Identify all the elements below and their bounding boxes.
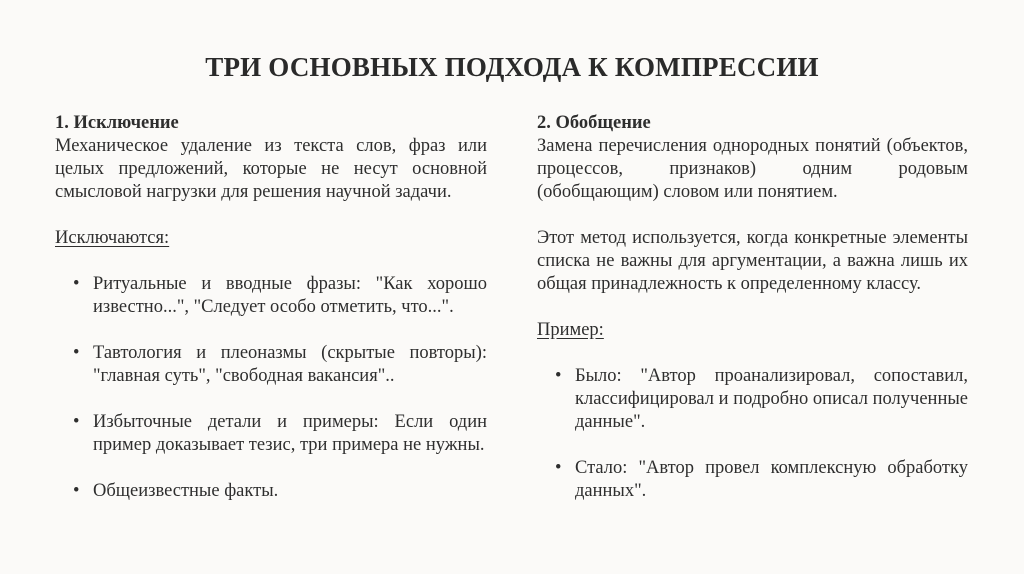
exclusion-description: Механическое удаление из текста слов, фраз или целых предложений, которые не несут основной смысловой нагрузки для решения научной задачи.: [55, 136, 487, 202]
slide-title: ТРИ ОСНОВНЫХ ПОДХОДА К КОМПРЕССИИ: [205, 52, 819, 82]
generalization-description-2: Этот метод используется, когда конкретные элементы списка не важны для аргументации, а важна лишь их общая принадлежность к определенному классу.: [537, 228, 968, 294]
exclusion-column: [55, 112, 487, 526]
example-subheading: Пример:: [537, 320, 604, 340]
generalization-description: Замена перечисления однородных понятий (объектов, процессов, признаков) одним родовым (обобщающим) словом или понятием.: [537, 136, 968, 202]
list-item: • Было: "Автор проанализировал, сопоставил, классифицировал и подробно описал полученные данные".: [537, 365, 968, 434]
list-item: • Тавтология и плеоназмы (скрытые повторы): "главная суть", "свободная вакансия"..: [55, 342, 487, 388]
list-item: • Общеизвестные факты.: [55, 480, 487, 503]
list-item: • Стало: "Автор провел комплексную обработку данных".: [537, 457, 968, 503]
exclusion-heading: 1. Исключение: [55, 113, 179, 133]
exclusion-list: [55, 273, 487, 503]
list-item: • Избыточные детали и примеры: Если один пример доказывает тезис, три примера не нужны.: [55, 411, 487, 457]
list-item: • Ритуальные и вводные фразы: "Как хорошо известно...", "Следует особо отметить, что...".: [55, 273, 487, 319]
example-list: [537, 365, 968, 503]
exclusion-subheading: Исключаются:: [55, 228, 170, 248]
generalization-column: [537, 112, 968, 526]
generalization-heading: 2. Обобщение: [537, 113, 651, 133]
